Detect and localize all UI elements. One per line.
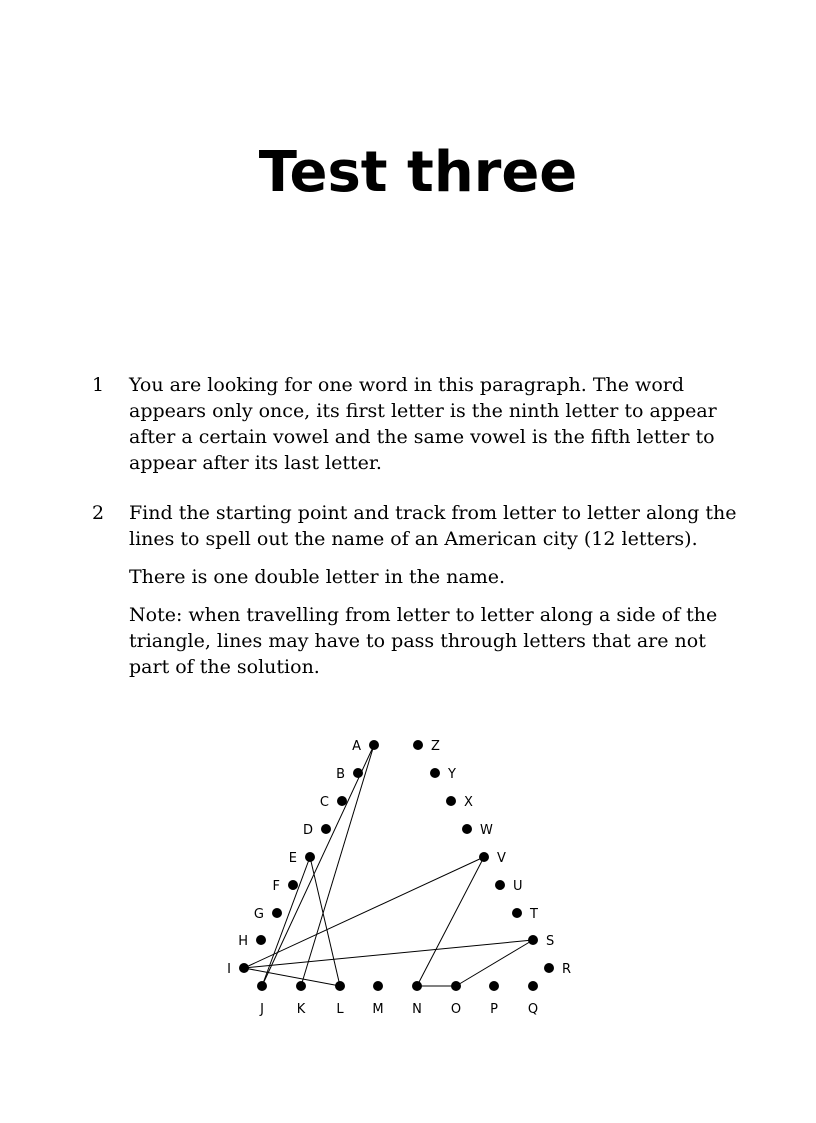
dot-s [528,935,538,945]
letter-triangle-puzzle [0,720,816,1040]
letter-label-b: B [336,767,345,782]
letter-label-d: D [302,823,313,838]
dot-e [305,852,315,862]
puzzle-labels [227,739,571,1017]
letter-label-w: W [480,823,493,838]
dot-x [446,796,456,806]
connection-line-i-s [244,940,533,968]
dot-q [528,981,538,991]
dot-r [544,963,554,973]
question-note: Note: when travelling from letter to letter along a side of the triangle, lines may have to pass through letters that are not part of the solution. [129,604,718,678]
letter-label-m: M [372,1002,384,1017]
letter-label-f: F [272,879,280,894]
question-note: There is one double letter in the name. [129,566,506,588]
question-number: 1 [92,374,105,396]
connection-line-a-j [262,745,374,986]
connection-line-e-j [262,857,310,986]
dot-b [353,768,363,778]
letter-label-a: A [352,739,361,754]
dot-c [337,796,347,806]
letter-label-c: C [319,795,329,810]
dot-u [495,880,505,890]
letter-label-i: I [227,962,231,977]
dot-a [369,740,379,750]
dot-g [272,908,282,918]
dot-p [489,981,499,991]
question-number: 2 [92,502,105,524]
letter-label-y: Y [448,767,456,782]
letter-label-h: H [238,934,248,949]
letter-label-p: P [490,1002,498,1017]
letter-label-j: J [260,1002,264,1017]
letter-label-g: G [253,907,264,922]
dot-m [373,981,383,991]
question-text: Find the starting point and track from letter to letter along the lines to spell out the name of an American city (12 letters). [129,502,737,550]
letter-label-o: O [450,1002,462,1017]
dot-d [321,824,331,834]
dot-i [239,963,249,973]
dot-o [451,981,461,991]
dot-w [462,824,472,834]
letter-label-s: S [546,934,555,949]
puzzle-lines [244,745,533,986]
dot-v [479,852,489,862]
connection-line-v-n [417,857,484,986]
dot-t [512,908,522,918]
letter-label-x: X [464,795,473,810]
dot-z [413,740,423,750]
letter-label-z: Z [431,739,440,754]
dot-l [335,981,345,991]
question-text: You are looking for one word in this paragraph. The word appears only once, its first letter is the ninth letter to appear after a certain vowel and the same vowel is the fifth letter to appear after its last letter. [129,374,717,474]
dot-k [296,981,306,991]
question-body [129,500,749,680]
letter-label-e: E [288,851,297,866]
dot-n [412,981,422,991]
dot-f [288,880,298,890]
letter-label-r: R [562,962,572,977]
letter-label-u: U [513,879,523,894]
page-title: Test three [258,140,578,205]
connection-line-e-l [310,857,340,986]
letter-label-v: V [497,851,506,866]
dot-h [256,935,266,945]
letter-label-k: K [296,1002,306,1017]
letter-label-l: L [336,1002,344,1017]
dot-y [430,768,440,778]
letter-label-n: N [412,1002,422,1017]
dot-j [257,981,267,991]
letter-label-t: T [530,907,538,922]
connection-line-o-s [456,940,533,986]
letter-label-q: Q [527,1002,539,1017]
